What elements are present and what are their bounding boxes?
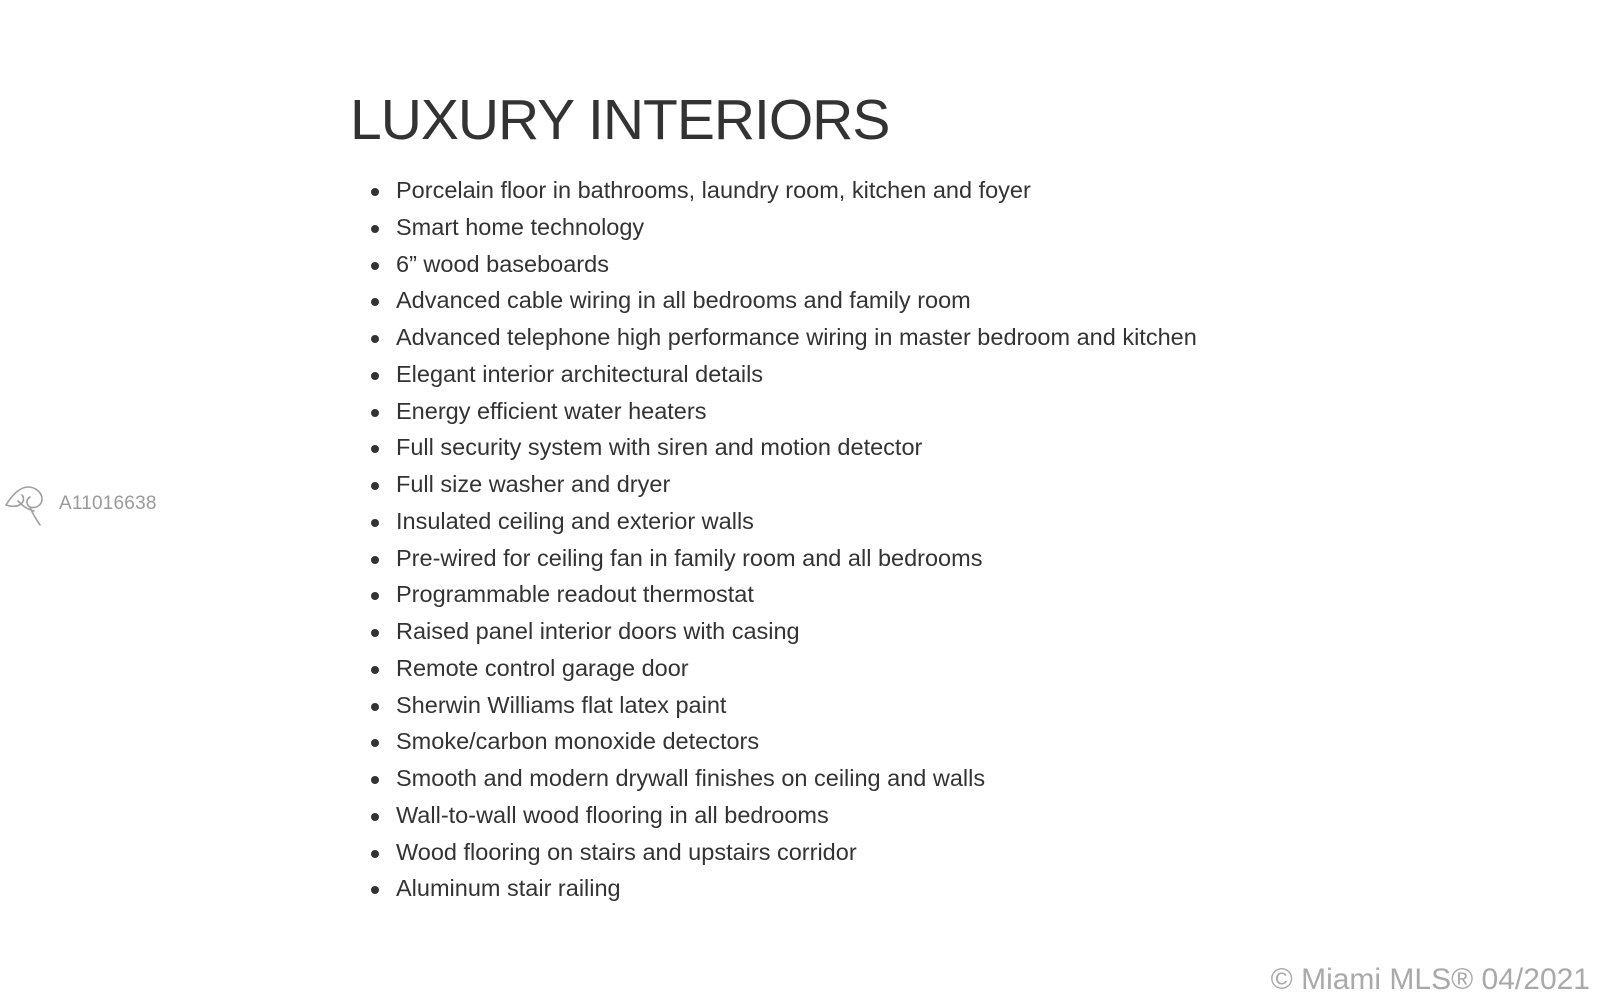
bullet-icon [371,850,379,858]
list-item-text: Elegant interior architectural details [396,360,764,387]
list-item-text: Full security system with siren and motion detector [396,434,923,461]
list-item-text: Pre-wired for ceiling fan in family room and all bedrooms [396,544,983,571]
list-item-text: Smoke/carbon monoxide detectors [396,728,760,755]
list-item-text: Porcelain floor in bathrooms, laundry room, kitchen and foyer [396,177,1031,203]
list-item [366,429,1197,466]
list-item [366,209,1197,246]
list-item-text: Wall-to-wall wood flooring in all bedrooms [396,801,829,828]
copyright-notice: © Miami MLS® 04/2021 [1270,963,1590,996]
list-item [366,870,1197,907]
list-item-text: Raised panel interior doors with casing [396,618,800,644]
list-item-text: Energy efficient water heaters [396,397,707,424]
list-item [366,540,1197,577]
bullet-icon [371,556,379,564]
bullet-icon [371,703,379,711]
list-item-text: Smart home technology [396,213,645,240]
features-list [366,172,1197,907]
list-item-text: Remote control garage door [396,654,689,681]
list-item [366,393,1197,430]
bullet-icon [371,739,379,747]
list-item-text: Wood flooring on stairs and upstairs corridor [396,838,857,865]
list-item-text: Advanced cable wiring in all bedrooms and family room [396,287,971,314]
mls-logo-icon [4,481,48,527]
list-item [366,356,1197,393]
bullet-icon [371,813,379,821]
list-item-text: Smooth and modern drywall finishes on ceiling and walls [396,765,986,791]
listing-id: A11016638 [59,493,157,514]
list-item-text: 6” wood baseboards [396,250,609,277]
list-item-text: Insulated ceiling and exterior walls [396,507,754,534]
list-item [366,760,1197,797]
list-item [366,613,1197,650]
list-item [366,687,1197,724]
bullet-icon [371,482,379,490]
watermark [4,478,48,530]
bullet-icon [371,629,379,637]
list-item-text: Advanced telephone high performance wiring in master bedroom and kitchen [396,324,1197,350]
bullet-icon [371,262,379,270]
bullet-icon [371,298,379,306]
bullet-icon [371,372,379,380]
list-item [366,576,1197,613]
list-item [366,834,1197,871]
list-item [366,282,1197,319]
bullet-icon [371,335,379,343]
bullet-icon [371,519,379,527]
bullet-icon [371,409,379,417]
bullet-icon [371,225,379,233]
list-item [366,723,1197,760]
page-title: LUXURY INTERIORS [350,88,890,152]
bullet-icon [371,886,379,894]
list-item-text: Aluminum stair railing [396,875,621,902]
list-item [366,246,1197,283]
bullet-icon [371,592,379,600]
bullet-icon [371,445,379,453]
list-item [366,650,1197,687]
list-item [366,172,1197,209]
list-item-text: Full size washer and dryer [396,471,671,497]
list-item-text: Programmable readout thermostat [396,581,754,608]
bullet-icon [371,188,379,196]
list-item-text: Sherwin Williams flat latex paint [396,691,727,718]
list-item [366,319,1197,356]
list-item [366,797,1197,834]
list-item [366,466,1197,503]
bullet-icon [371,666,379,674]
bullet-icon [371,776,379,784]
list-item [366,503,1197,540]
